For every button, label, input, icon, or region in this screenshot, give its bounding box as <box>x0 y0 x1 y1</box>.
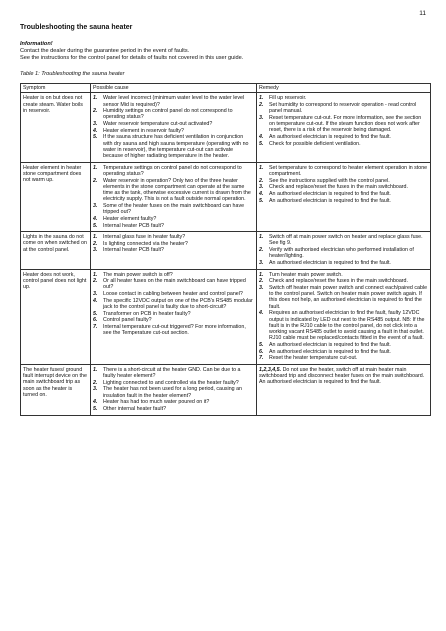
remedy-item-number: 2. <box>259 278 264 285</box>
symptom-cell: Lights in the sauna do not come on when switched on at the control panel. <box>21 232 91 269</box>
remedy-cell <box>257 93 431 162</box>
cause-item-number: 6. <box>93 317 98 324</box>
remedy-item-number: 1. <box>259 271 264 278</box>
cause-list <box>93 95 254 159</box>
cause-list <box>93 165 254 229</box>
remedy-item-text: An authorised electrician is required to find the fault. <box>269 259 391 266</box>
remedy-combined-text: Do not use the heater, switch off at main heater main switchboard trip and disconnect heater fuses on the main switchboard. An authorised electrician is required to find the fault. <box>259 366 425 386</box>
remedy-item <box>259 247 428 260</box>
table-row <box>21 269 431 364</box>
remedy-item <box>259 102 428 115</box>
table-caption: Table 1: Troubleshooting the sauna heater <box>20 71 125 77</box>
cause-item <box>93 380 254 386</box>
cause-cell <box>91 232 257 269</box>
cause-item-number: 3. <box>93 386 98 393</box>
cause-item <box>93 399 254 405</box>
cause-item <box>93 241 254 247</box>
remedy-cell <box>257 269 431 364</box>
cause-item-text: Some of the heater fuses on the main switchboard can have tripped out? <box>103 202 245 216</box>
cause-item-number: 5. <box>93 405 98 412</box>
cause-item-number: 1. <box>93 271 98 278</box>
remedy-item-text: Reset temperature cut-out. For more information, see the section on temperature cut-out. If the steam function does not work after reset, there is a risk of the reservoir being damaged. <box>269 114 422 134</box>
info-line-2: See the instructions for the control panel for details of faults not covered in this user guide. <box>20 55 244 61</box>
cause-cell <box>91 162 257 231</box>
table-row <box>21 93 431 162</box>
cause-item-text: Humidity settings on control panel do not correspond to operating status? <box>103 108 233 121</box>
cause-item-text: Water level incorrect (minimum water level to the water level sensor Mid is required)? <box>103 95 245 108</box>
cause-item-number: 1. <box>93 164 98 171</box>
remedy-cell <box>257 162 431 231</box>
remedy-item-text: Switch off heater main power switch and connect each/paired cable to the control panel. Switch on heater main power switch again. If this does not help, an authorised electrician is required to find the fault. <box>269 284 428 310</box>
cause-item-text: The specific 12VDC output on one of the PCB's RS485 modular jack to the control panel is faulty due to short-circuit? <box>103 297 253 310</box>
cause-item-number: 5. <box>93 310 98 317</box>
cause-item-text: Control panel faulty? <box>103 317 152 324</box>
remedy-list <box>259 95 428 147</box>
symptom-cell: Heater does not work, control panel does not light up. <box>21 269 91 364</box>
remedy-item-number: 4. <box>259 133 264 140</box>
symptom-cell: Heater is on but does not create steam. Water boils in reservoir. <box>21 93 91 162</box>
remedy-item-number: 6. <box>259 348 264 355</box>
remedy-item <box>259 184 428 190</box>
cause-item <box>93 165 254 178</box>
remedy-item <box>259 178 428 184</box>
cause-item <box>93 386 254 399</box>
cause-cell <box>91 364 257 415</box>
remedy-item-number: 2. <box>259 101 264 108</box>
remedy-item-text: An authorised electrician is required to find the fault. <box>269 197 391 204</box>
remedy-combined-number: 1,2,3,4,5. <box>259 366 282 373</box>
remedy-item <box>259 285 428 310</box>
symptom-cell: The heater fuses/ ground fault interrupt device on the main switchboard trip as soon as the heater is turned on. <box>21 364 91 415</box>
remedy-item <box>259 260 428 266</box>
cause-item-text: Is lighting connected via the heater? <box>103 240 188 247</box>
cause-item <box>93 108 254 121</box>
remedy-item-text: Requires an authorised electrician to find the fault, faulty 12VDC output is indicated by LED out next to the RS485 output. NB: If the fault is in the RJ10 cable to the control panel, do not click into a working vacant RS485 outlet to avoid causing a fault in that outlet. RJ10 cable must be replaced/contacts fitted in the event of a fault. <box>269 310 425 342</box>
cause-item-text: Heater element faulty? <box>103 215 157 222</box>
cause-item <box>93 95 254 108</box>
cause-item <box>93 121 254 127</box>
cause-item <box>93 317 254 323</box>
remedy-item-text: An authorised electrician is required to find the fault. <box>269 341 391 348</box>
remedy-item-text: Set humidity to correspond to reservoir operation - read control panel manual. <box>269 101 417 115</box>
cause-item-number: 1. <box>93 95 98 102</box>
cause-item-text: Water reservoir temperature cut-out activated? <box>103 121 213 128</box>
cause-item-number: 7. <box>93 323 98 330</box>
cause-item-number: 1. <box>93 366 98 373</box>
cause-item-text: Heater has had too much water poured on it? <box>103 399 210 406</box>
cause-item-text: Transformer on PCB in heater faulty? <box>103 310 191 317</box>
remedy-item-text: Fill up reservoir. <box>269 95 307 102</box>
cause-item-number: 3. <box>93 291 98 298</box>
remedy-item-text: An authorised electrician is required to find the fault. <box>269 133 391 140</box>
remedy-item <box>259 95 428 101</box>
remedy-item-number: 4. <box>259 190 264 197</box>
cause-list <box>93 234 254 254</box>
remedy-item-text: Check and replace/reset the fuses in the main switchboard. <box>269 278 408 285</box>
remedy-item-text: Turn heater main power switch. <box>269 271 343 278</box>
cause-item-text: Temperature settings on control panel do not correspond to operating status? <box>103 164 242 177</box>
cause-item-text: Loose contact in cabling between heater and control panel? <box>103 291 243 298</box>
cause-item-text: Water reservoir in operation? Only two of the three heater elements in the stone compartment can operate at the same time as the tank, otherwise excessive current is drawn from the electricity supply. This is not a fault outside normal operation. <box>103 177 251 203</box>
remedy-item-text: Reset the heater temperature cut-out. <box>269 355 358 362</box>
cause-item-text: Lighting connected to and controlled via the heater faulty? <box>103 379 239 386</box>
cause-item <box>93 406 254 412</box>
remedy-item <box>259 272 428 278</box>
remedy-item-number: 3. <box>259 284 264 291</box>
table-row <box>21 162 431 231</box>
remedy-item-number: 3. <box>259 259 264 266</box>
cause-item <box>93 298 254 311</box>
remedy-item-number: 3. <box>259 184 264 191</box>
remedy-item-number: 4. <box>259 310 264 317</box>
cause-item-text: Internal temperature cut-out triggered? For more information, see the Temperature cut-out section. <box>103 323 246 337</box>
remedy-list <box>259 234 428 266</box>
remedy-cell <box>257 364 431 415</box>
header-remedy: Remedy <box>257 84 431 93</box>
cause-item-number: 4. <box>93 297 98 304</box>
remedy-item <box>259 342 428 348</box>
cause-item <box>93 324 254 337</box>
cause-item <box>93 134 254 159</box>
cause-item <box>93 234 254 240</box>
remedy-item-text: Set temperature to correspond to heater element operation in stone compartment. <box>269 164 428 177</box>
info-heading: Information! <box>20 41 53 47</box>
remedy-item-number: 2. <box>259 177 264 184</box>
remedy-item <box>259 134 428 140</box>
cause-item-number: 2. <box>93 108 98 115</box>
cause-item <box>93 291 254 297</box>
cause-item-number: 4. <box>93 215 98 222</box>
cause-item-number: 2. <box>93 177 98 184</box>
cause-item-number: 5. <box>93 222 98 229</box>
remedy-item-number: 1. <box>259 234 264 241</box>
cause-item-number: 2. <box>93 240 98 247</box>
header-possible-cause: Possible cause <box>91 84 257 93</box>
cause-list <box>93 272 254 337</box>
cause-item-number: 5. <box>93 134 98 141</box>
cause-item-number: 3. <box>93 121 98 128</box>
remedy-item <box>259 234 428 247</box>
remedy-item-text: An authorised electrician is required to find the fault. <box>269 190 391 197</box>
cause-item-text: Or all heater fuses on the main switchboard can have tripped out? <box>103 278 246 291</box>
cause-item-number: 3. <box>93 202 98 209</box>
cause-item-text: Internal heater PCB fault? <box>103 222 164 229</box>
remedy-item <box>259 355 428 361</box>
remedy-item-number: 5. <box>259 140 264 147</box>
cause-item-number: 4. <box>93 399 98 406</box>
cause-item <box>93 223 254 229</box>
cause-item <box>93 216 254 222</box>
page-number: 11 <box>419 10 426 17</box>
info-box <box>20 41 430 62</box>
cause-item-number: 2. <box>93 379 98 386</box>
remedy-item <box>259 165 428 178</box>
cause-item-number: 4. <box>93 127 98 134</box>
remedy-item-text: See the instructions supplied with the control panel. <box>269 177 390 184</box>
info-line-1: Contact the dealer during the guarantee period in the event of faults. <box>20 48 190 54</box>
remedy-item-number: 5. <box>259 341 264 348</box>
cause-item-text: Other internal heater fault? <box>103 405 167 412</box>
troubleshooting-table <box>20 83 431 416</box>
remedy-list <box>259 272 428 362</box>
remedy-item-number: 1. <box>259 95 264 102</box>
cause-item <box>93 178 254 203</box>
cause-item-number: 3. <box>93 247 98 254</box>
cause-item <box>93 128 254 134</box>
cause-item-text: If the sauna structure has deficient ventilation in conjunction with dry sauna and high sauna temperature (operating with no water in reservoir), the temperature cut-out can activate because of higher radiating temperature in the heater. <box>103 134 249 160</box>
cause-item <box>93 278 254 291</box>
cause-item <box>93 203 254 216</box>
remedy-item-number: 7. <box>259 355 264 362</box>
table-header-row <box>21 84 431 93</box>
remedy-item-number: 3. <box>259 114 264 121</box>
remedy-item <box>259 115 428 134</box>
page-title: Troubleshooting the sauna heater <box>20 24 133 31</box>
remedy-list <box>259 165 428 204</box>
remedy-item-text: Check and replace/reset the fuses in the main switchboard. <box>269 184 408 191</box>
remedy-item <box>259 141 428 147</box>
remedy-item-number: 2. <box>259 247 264 254</box>
cause-item-text: Internal heater PCB fault? <box>103 247 164 254</box>
cause-item <box>93 367 254 380</box>
cause-item-text: The main power switch is off? <box>103 271 173 278</box>
cause-item-text: The heater has not been used for a long period, causing an insulation fault in the heater element? <box>103 386 242 399</box>
remedy-item-text: Switch off at main power switch on heater and replace glass fuse. See fig 9. <box>269 234 423 247</box>
cause-item-number: 2. <box>93 278 98 285</box>
cause-item-text: Heater element in reservoir faulty? <box>103 127 184 134</box>
remedy-item-number: 1. <box>259 164 264 171</box>
cause-item-text: Internal glass fuse in heater faulty? <box>103 234 186 241</box>
remedy-item <box>259 349 428 355</box>
cause-item-number: 1. <box>93 234 98 241</box>
symptom-cell: Heater element in heater stone compartment does not warm up. <box>21 162 91 231</box>
remedy-item-number: 5. <box>259 197 264 204</box>
cause-list <box>93 367 254 412</box>
remedy-cell <box>257 232 431 269</box>
table-row <box>21 364 431 415</box>
cause-item <box>93 272 254 278</box>
remedy-item <box>259 191 428 197</box>
remedy-item <box>259 198 428 204</box>
cause-cell <box>91 269 257 364</box>
cause-item <box>93 247 254 253</box>
remedy-item-text: An authorised electrician is required to find the fault. <box>269 348 391 355</box>
cause-item-text: There is a short-circuit at the heater GND. Can be due to a faulty heater element? <box>103 366 241 380</box>
cause-cell <box>91 93 257 162</box>
remedy-item-text: Check for possible deficient ventilation. <box>269 140 361 147</box>
cause-item <box>93 311 254 317</box>
header-symptom: Symptom <box>21 84 91 93</box>
remedy-item <box>259 278 428 284</box>
remedy-item-text: Verify with authorised electrician who performed installation of heater/lighting. <box>269 247 414 260</box>
remedy-item <box>259 310 428 341</box>
table-row <box>21 232 431 269</box>
